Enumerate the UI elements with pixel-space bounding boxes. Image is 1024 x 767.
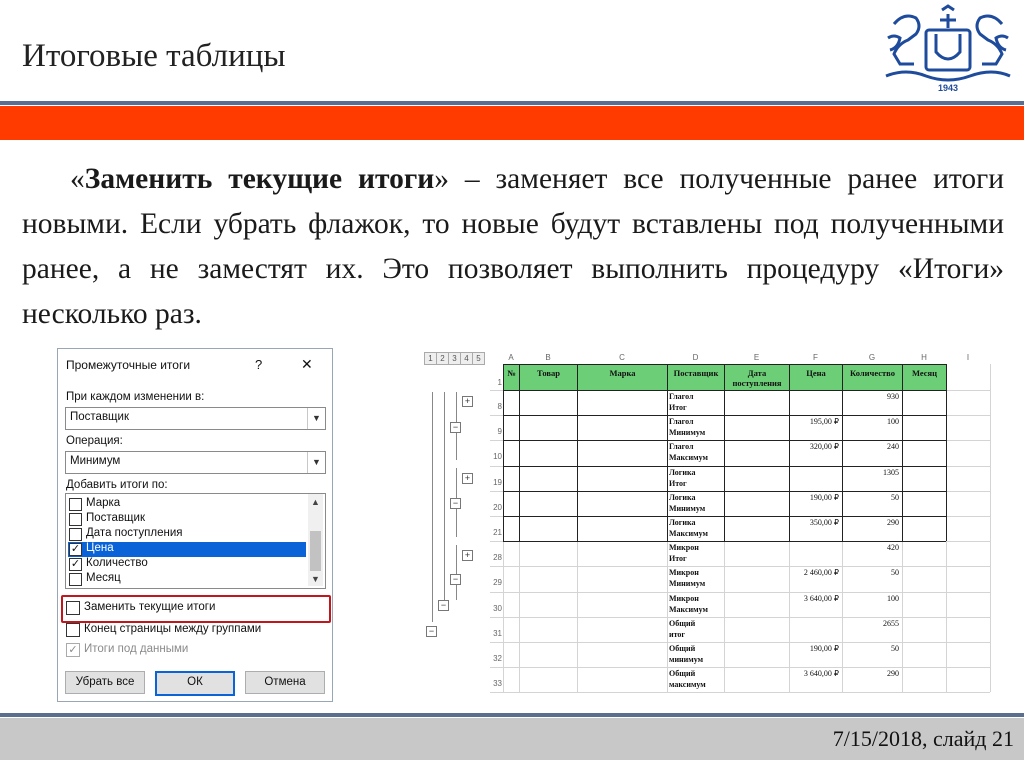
supplier-cell bbox=[669, 542, 699, 564]
outline-bracket bbox=[432, 392, 433, 622]
supplier-name: Микрон bbox=[669, 543, 699, 553]
slide-title: Итоговые таблицы bbox=[22, 38, 286, 74]
supplier-total-type: Итог bbox=[669, 478, 687, 488]
price-cell: 190,00 ₽ bbox=[809, 492, 839, 502]
outline-level-button[interactable]: 3 bbox=[448, 352, 461, 365]
scroll-down-icon[interactable]: ▼ bbox=[311, 574, 320, 584]
cancel-button[interactable]: Отмена bbox=[245, 671, 325, 694]
outline-level-button[interactable]: 5 bbox=[472, 352, 485, 365]
row-number: 19 bbox=[493, 477, 502, 487]
replace-checkbox[interactable] bbox=[66, 601, 80, 615]
list-item-checkbox[interactable]: ✓ bbox=[70, 558, 81, 570]
list-item-label: Количество bbox=[86, 557, 148, 569]
supplier-cell bbox=[669, 492, 705, 514]
scroll-up-icon[interactable]: ▲ bbox=[311, 497, 320, 507]
quantity-cell: 2655 bbox=[883, 618, 899, 628]
pagebreak-checkbox[interactable] bbox=[66, 623, 80, 637]
list-item-label: Поставщик bbox=[86, 512, 145, 524]
collapse-group-button[interactable]: − bbox=[450, 574, 461, 585]
grid-line bbox=[490, 667, 990, 668]
quantity-cell: 100 bbox=[887, 593, 899, 603]
footer-bar bbox=[0, 718, 1024, 760]
price-cell: 190,00 ₽ bbox=[809, 644, 839, 653]
list-item-label: Цена bbox=[86, 542, 114, 554]
open-quote: « bbox=[70, 163, 85, 195]
ok-button[interactable]: ОК bbox=[155, 671, 235, 696]
operation-select-value: Минимум bbox=[70, 455, 121, 467]
below-label: Итоги под данными bbox=[84, 643, 189, 655]
row-number: 30 bbox=[493, 603, 502, 613]
list-item[interactable] bbox=[68, 572, 306, 587]
operation-label: Операция: bbox=[66, 435, 123, 447]
header-accent-bar bbox=[0, 106, 1024, 140]
supplier-total-type: максимум bbox=[669, 680, 706, 690]
row-number: 21 bbox=[493, 528, 502, 537]
scrollbar-thumb[interactable] bbox=[310, 531, 321, 571]
replace-label: Заменить текущие итоги bbox=[84, 601, 216, 613]
table-header-cell: Месяц bbox=[903, 365, 946, 390]
row-number: 32 bbox=[493, 654, 502, 663]
expand-group-button[interactable]: + bbox=[462, 473, 473, 484]
row-number: 31 bbox=[493, 628, 502, 638]
body-bold-term: Заменить текущие итоги bbox=[84, 163, 435, 195]
outline-bracket bbox=[444, 392, 445, 600]
table-header-cell: Товар bbox=[520, 365, 577, 390]
quantity-cell: 290 bbox=[887, 669, 899, 679]
table-border bbox=[946, 364, 947, 541]
supplier-name: Логика bbox=[669, 518, 696, 527]
pagebreak-label: Конец страницы между группами bbox=[84, 623, 262, 635]
supplier-cell bbox=[669, 668, 706, 690]
change-label: При каждом изменении в: bbox=[66, 391, 205, 403]
row-number: 8 bbox=[497, 402, 502, 411]
collapse-group-button[interactable]: − bbox=[426, 626, 437, 637]
price-cell: 2 460,00 ₽ bbox=[803, 568, 839, 578]
close-icon[interactable]: ✕ bbox=[301, 356, 313, 372]
supplier-total-type: Итог bbox=[669, 403, 687, 412]
grid-line bbox=[990, 364, 991, 692]
outline-level-button[interactable]: 2 bbox=[436, 352, 449, 365]
footer-date-slide: 7/15/2018, слайд 21 bbox=[832, 726, 1014, 751]
supplier-total-type: Максимум bbox=[669, 453, 708, 463]
column-header[interactable]: E bbox=[753, 353, 760, 362]
below-checkbox[interactable]: ✓ bbox=[66, 643, 80, 657]
supplier-name: Логика bbox=[669, 492, 696, 502]
column-header[interactable]: C bbox=[619, 353, 625, 362]
supplier-cell bbox=[669, 643, 703, 665]
dialog-title: Промежуточные итоги bbox=[66, 358, 191, 372]
supplier-total-type: Максимум bbox=[669, 529, 708, 538]
quantity-cell: 290 bbox=[887, 518, 899, 527]
supplier-name: Глагол bbox=[669, 442, 694, 452]
quantity-cell: 100 bbox=[887, 417, 899, 427]
row-number: 33 bbox=[493, 679, 502, 689]
supplier-cell bbox=[669, 618, 695, 640]
supplier-name: Микрон bbox=[669, 593, 699, 603]
table-header-cell: Количество bbox=[843, 365, 902, 390]
row-number: 1 bbox=[497, 378, 502, 387]
supplier-name: Общий bbox=[669, 644, 696, 653]
price-cell: 3 640,00 ₽ bbox=[803, 669, 839, 679]
supplier-name: Глагол bbox=[669, 417, 694, 427]
price-cell: 195,00 ₽ bbox=[809, 417, 839, 427]
supplier-total-type: Минимум bbox=[669, 428, 706, 438]
expand-group-button[interactable]: + bbox=[462, 550, 473, 561]
list-item-checkbox[interactable]: ✓ bbox=[70, 543, 81, 555]
grid-line bbox=[490, 566, 990, 567]
supplier-cell bbox=[669, 593, 708, 615]
quantity-cell: 50 bbox=[891, 492, 899, 502]
supplier-name: Общий bbox=[669, 618, 696, 628]
supplier-name: Микрон bbox=[669, 568, 699, 578]
supplier-name: Глагол bbox=[669, 392, 694, 401]
column-header[interactable]: I bbox=[966, 353, 970, 362]
table-header-cell: Дата поступления bbox=[725, 365, 789, 390]
supplier-cell bbox=[669, 441, 708, 463]
supplier-cell bbox=[669, 567, 705, 589]
collapse-group-button[interactable]: − bbox=[450, 498, 461, 509]
list-item-checkbox[interactable] bbox=[69, 528, 82, 541]
add-totals-list[interactable] bbox=[65, 493, 326, 589]
body-paragraph bbox=[22, 157, 1004, 337]
collapse-group-button[interactable]: − bbox=[450, 422, 461, 433]
grid-line bbox=[490, 592, 990, 593]
quantity-cell: 1305 bbox=[883, 467, 899, 477]
outline-level-button[interactable]: 4 bbox=[460, 352, 473, 365]
logo-year: 1943 bbox=[937, 83, 959, 93]
price-cell: 3 640,00 ₽ bbox=[803, 593, 839, 603]
list-item[interactable] bbox=[68, 557, 306, 572]
operation-select[interactable] bbox=[65, 451, 326, 474]
list-item-checkbox[interactable] bbox=[69, 513, 82, 526]
column-header[interactable]: G bbox=[868, 353, 876, 362]
supplier-name: Логика bbox=[669, 467, 696, 477]
subtotals-dialog bbox=[57, 348, 333, 702]
column-header[interactable]: D bbox=[692, 353, 699, 362]
supplier-total-type: итог bbox=[669, 629, 686, 639]
supplier-cell bbox=[669, 391, 694, 413]
grid-line bbox=[490, 617, 990, 618]
outline-bracket bbox=[456, 545, 457, 600]
quantity-cell: 50 bbox=[891, 568, 899, 578]
row-number: 29 bbox=[493, 578, 502, 588]
supplier-total-type: Минимум bbox=[669, 579, 706, 589]
list-item[interactable] bbox=[68, 527, 306, 542]
supplier-name: Общий bbox=[669, 669, 696, 679]
supplier-cell bbox=[669, 517, 708, 539]
row-number: 10 bbox=[493, 452, 502, 462]
supplier-total-type: Максимум bbox=[669, 604, 708, 614]
row-number: 9 bbox=[497, 427, 502, 437]
quantity-cell: 930 bbox=[887, 392, 899, 401]
list-item[interactable] bbox=[68, 512, 306, 527]
grid-line bbox=[490, 642, 990, 643]
list-item-label: Месяц bbox=[86, 572, 121, 584]
row-number: 28 bbox=[493, 553, 502, 563]
chevron-down-icon[interactable]: ▼ bbox=[307, 452, 325, 473]
footer-divider bbox=[0, 713, 1024, 717]
supplier-total-type: минимум bbox=[669, 655, 704, 664]
body-rest: » – заменяет все полученные ранее итоги новыми. Если убрать флажок, то новые будут вставлены под полученными ранее, а не заместят их. Это позволяет выполнить процедуру «Итоги» несколько раз. bbox=[22, 163, 1004, 330]
supplier-total-type: Минимум bbox=[669, 503, 706, 513]
price-cell: 320,00 ₽ bbox=[809, 442, 839, 452]
collapse-group-button[interactable]: − bbox=[438, 600, 449, 611]
column-header[interactable]: B bbox=[545, 353, 551, 362]
list-item[interactable] bbox=[68, 497, 306, 512]
list-item-checkbox[interactable] bbox=[69, 498, 82, 511]
lions-crest-icon bbox=[880, 4, 1016, 84]
change-select[interactable] bbox=[65, 407, 326, 430]
column-header[interactable]: H bbox=[921, 353, 927, 362]
chevron-down-icon[interactable]: ▼ bbox=[307, 408, 325, 429]
remove-all-button[interactable]: Убрать все bbox=[65, 671, 145, 694]
add-totals-label: Добавить итоги по: bbox=[66, 479, 168, 491]
list-item-checkbox[interactable] bbox=[69, 573, 82, 586]
table-header-cell: № bbox=[504, 365, 519, 390]
outline-level-button[interactable]: 1 bbox=[424, 352, 437, 365]
list-item-label: Марка bbox=[86, 497, 121, 509]
quantity-cell: 240 bbox=[887, 442, 899, 452]
supplier-cell bbox=[669, 467, 696, 489]
expand-group-button[interactable]: + bbox=[462, 396, 473, 407]
header-divider bbox=[0, 101, 1024, 105]
row-number: 20 bbox=[493, 502, 502, 512]
supplier-cell bbox=[669, 416, 705, 438]
price-cell: 350,00 ₽ bbox=[809, 518, 839, 527]
grid-line bbox=[490, 692, 990, 693]
list-item-label: Дата поступления bbox=[86, 527, 183, 539]
table-header-cell: Марка bbox=[578, 365, 667, 390]
help-button[interactable]: ? bbox=[255, 357, 263, 372]
column-header[interactable]: A bbox=[508, 353, 514, 362]
table-header-cell: Поставщик bbox=[668, 365, 724, 390]
quantity-cell: 420 bbox=[887, 543, 899, 553]
column-header[interactable]: F bbox=[813, 353, 818, 362]
change-select-value: Поставщик bbox=[70, 411, 129, 423]
spreadsheet-excerpt bbox=[424, 352, 990, 697]
list-item[interactable] bbox=[68, 542, 306, 557]
university-logo bbox=[880, 4, 1016, 96]
table-header-cell: Цена bbox=[790, 365, 842, 390]
quantity-cell: 50 bbox=[891, 644, 899, 653]
supplier-total-type: Итог bbox=[669, 554, 687, 564]
